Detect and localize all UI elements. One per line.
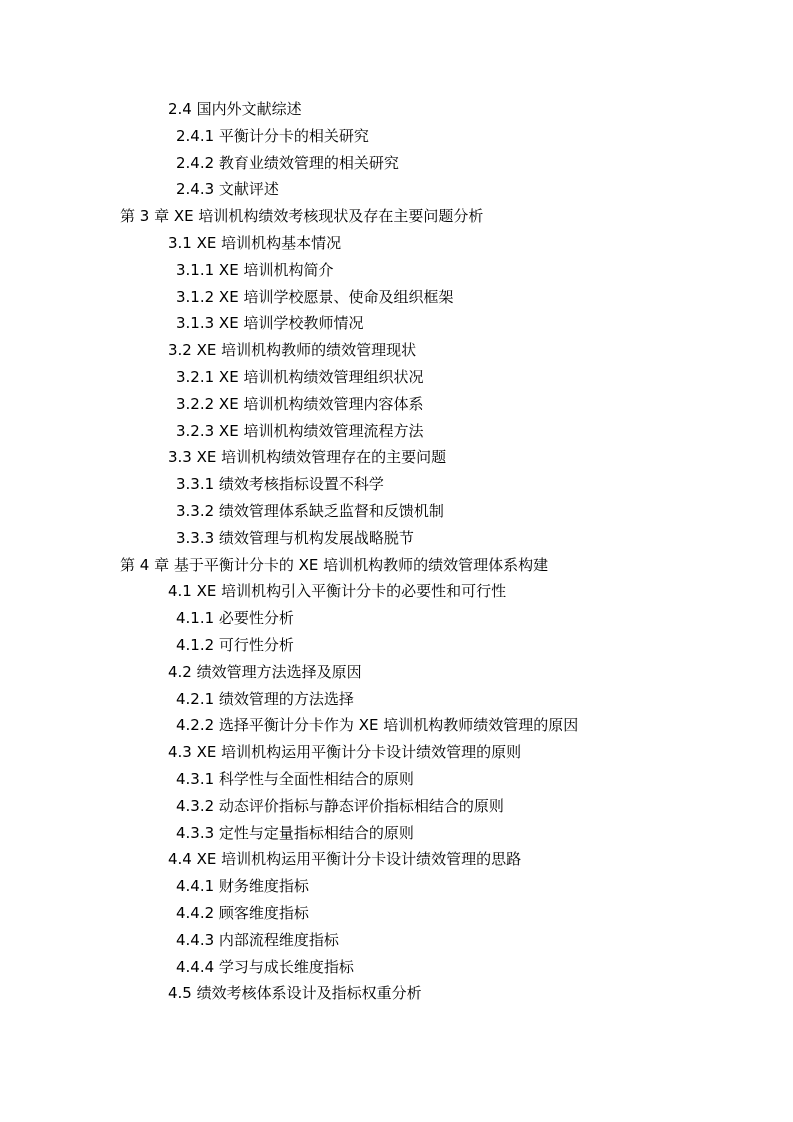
toc-subsection: 3.3.2 绩效管理体系缺乏监督和反馈机制	[176, 501, 444, 520]
toc-chapter: 第 4 章 基于平衡计分卡的 XE 培训机构教师的绩效管理体系构建	[120, 555, 549, 574]
toc-subsection: 4.1.1 必要性分析	[176, 609, 294, 628]
toc-subsection: 4.3.1 科学性与全面性相结合的原则	[176, 769, 414, 788]
toc-subsection: 2.4.3 文献评述	[176, 180, 279, 199]
toc-subsection: 4.4.1 财务维度指标	[176, 877, 309, 896]
toc-subsection: 3.2.2 XE 培训机构绩效管理内容体系	[176, 394, 424, 413]
toc-subsection: 3.3.1 绩效考核指标设置不科学	[176, 475, 384, 494]
toc-section: 3.1 XE 培训机构基本情况	[168, 233, 342, 252]
toc-section: 3.2 XE 培训机构教师的绩效管理现状	[168, 341, 417, 360]
toc-section: 4.3 XE 培训机构运用平衡计分卡设计绩效管理的原则	[168, 743, 522, 762]
toc-subsection: 3.2.1 XE 培训机构绩效管理组织状况	[176, 367, 424, 386]
toc-section: 4.1 XE 培训机构引入平衡计分卡的必要性和可行性	[168, 582, 507, 601]
toc-subsection: 3.2.3 XE 培训机构绩效管理流程方法	[176, 421, 424, 440]
toc-section: 4.2 绩效管理方法选择及原因	[168, 662, 362, 681]
toc-section: 3.3 XE 培训机构绩效管理存在的主要问题	[168, 448, 447, 467]
toc-subsection: 4.2.2 选择平衡计分卡作为 XE 培训机构教师绩效管理的原因	[176, 716, 579, 735]
toc-subsection: 4.4.3 内部流程维度指标	[176, 930, 339, 949]
toc-subsection: 4.2.1 绩效管理的方法选择	[176, 689, 354, 708]
toc-subsection: 4.3.2 动态评价指标与静态评价指标相结合的原则	[176, 796, 504, 815]
toc-subsection: 4.4.2 顾客维度指标	[176, 903, 309, 922]
toc-chapter: 第 3 章 XE 培训机构绩效考核现状及存在主要问题分析	[120, 207, 484, 226]
toc-subsection: 3.1.1 XE 培训机构简介	[176, 260, 334, 279]
toc-subsection: 3.3.3 绩效管理与机构发展战略脱节	[176, 528, 414, 547]
toc-section: 4.4 XE 培训机构运用平衡计分卡设计绩效管理的思路	[168, 850, 522, 869]
toc-section: 2.4 国内外文献综述	[168, 100, 302, 118]
toc-subsection: 2.4.2 教育业绩效管理的相关研究	[176, 153, 399, 172]
table-of-contents	[0, 96, 793, 1007]
toc-subsection: 3.1.2 XE 培训学校愿景、使命及组织框架	[176, 287, 454, 306]
toc-subsection: 2.4.1 平衡计分卡的相关研究	[176, 126, 369, 145]
toc-subsection: 4.1.2 可行性分析	[176, 635, 294, 654]
toc-section: 4.5 绩效考核体系设计及指标权重分析	[168, 984, 422, 1003]
toc-subsection: 4.3.3 定性与定量指标相结合的原则	[176, 823, 414, 842]
toc-subsection: 3.1.3 XE 培训学校教师情况	[176, 314, 364, 333]
toc-subsection: 4.4.4 学习与成长维度指标	[176, 957, 354, 976]
